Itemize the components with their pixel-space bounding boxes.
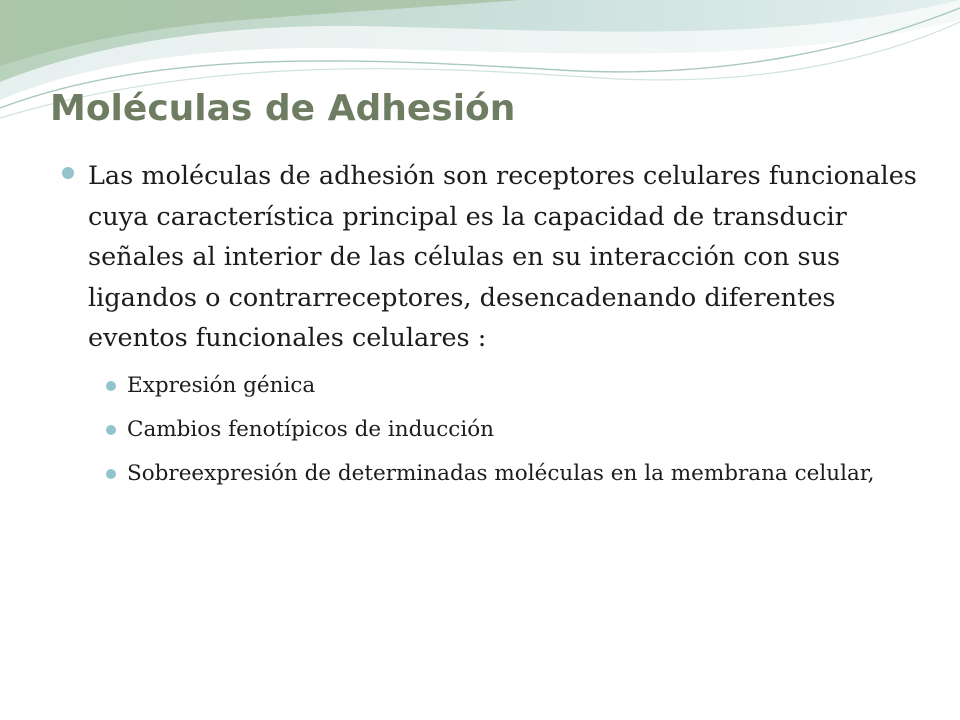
sub-bullet-list [62, 369, 922, 491]
bullet-dot-icon [106, 381, 116, 391]
slide-body [62, 156, 922, 501]
sub-bullet [106, 457, 922, 491]
slide-title: Moléculas de Adhesión [50, 88, 516, 129]
sub-bullet [106, 369, 922, 403]
sub-bullet-text: Sobreexpresión de determinadas moléculas en la membrana celular, [127, 460, 875, 486]
sub-bullet-text: Expresión génica [127, 372, 316, 398]
bullet-dot-icon [106, 425, 116, 435]
bullet-dot-icon [62, 167, 74, 179]
bullet-dot-icon [106, 469, 116, 479]
main-bullet [62, 156, 922, 359]
sub-bullet [106, 413, 922, 447]
sub-bullet-text: Cambios fenotípicos de inducción [127, 416, 494, 442]
main-bullet-text: Las moléculas de adhesión son receptores celulares funcionales cuya característica principal es la capacidad de transducir señales al interior de las células en su interacción con sus ligandos o contrarreceptores, desencadenando diferentes eventos funcionales celulares : [88, 161, 917, 353]
